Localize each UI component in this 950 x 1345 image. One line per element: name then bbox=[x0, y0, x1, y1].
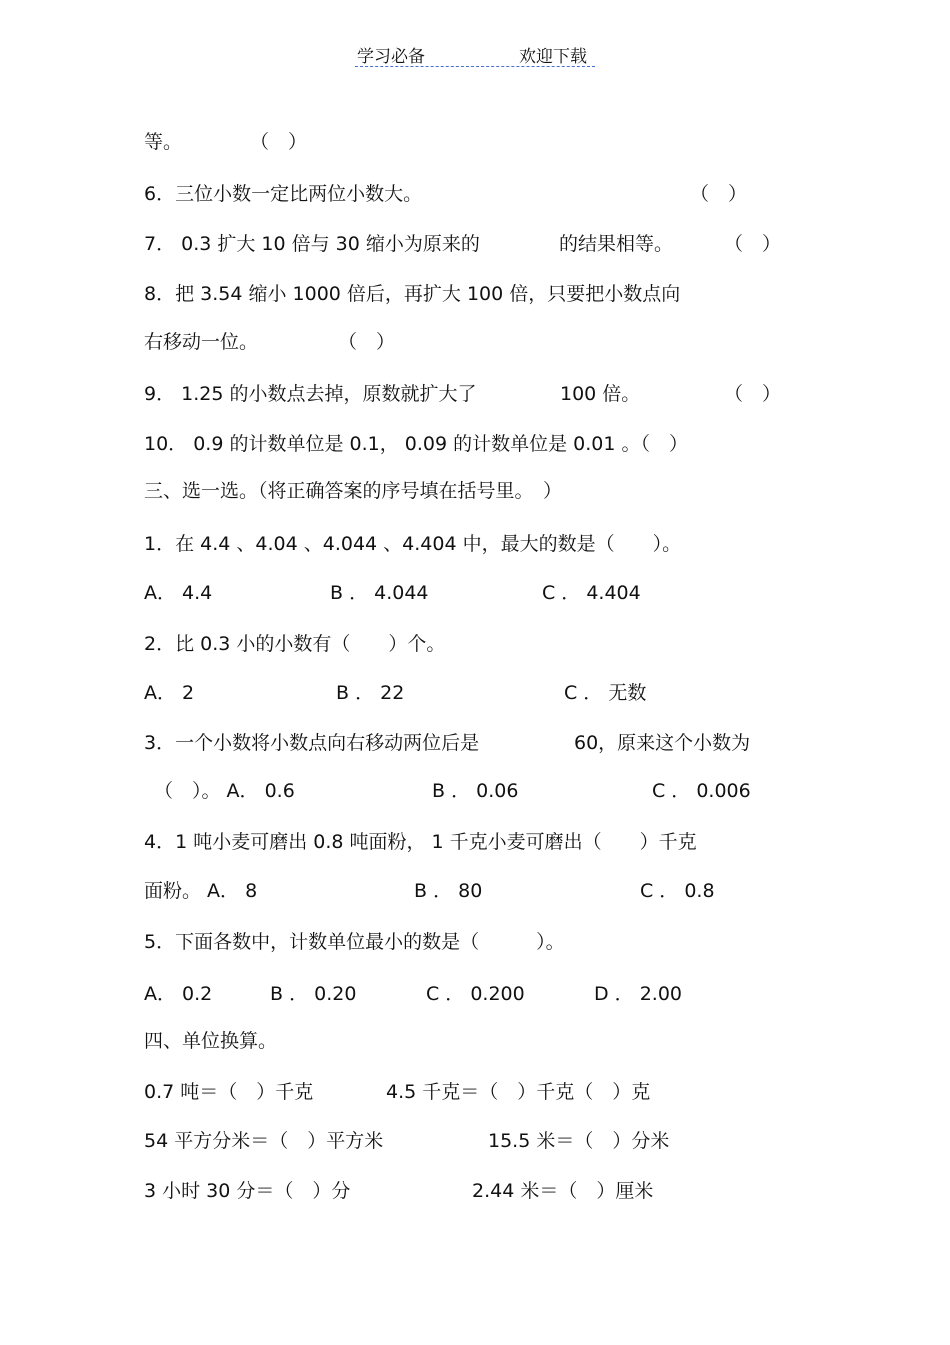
option-a: A． 2 bbox=[144, 682, 195, 704]
answer-blank: （ ） bbox=[724, 233, 782, 255]
text: 4.5 千克＝（ ）千克（ ）克 bbox=[386, 1081, 651, 1103]
option-a: A． 0.2 bbox=[144, 983, 213, 1005]
option-a: （ ）。 A． 0.6 bbox=[154, 780, 295, 802]
text: 的结果相等。 bbox=[559, 233, 674, 255]
option-c: C ． 4.404 bbox=[542, 582, 641, 604]
page-header bbox=[355, 40, 595, 67]
text: 四、单位换算。 bbox=[144, 1030, 278, 1052]
option-a: 面粉。 A． 8 bbox=[144, 880, 258, 902]
option-c: C ． 0.200 bbox=[426, 983, 525, 1005]
option-a: A． 4.4 bbox=[144, 582, 213, 604]
text: 6．三位小数一定比两位小数大。 bbox=[144, 183, 423, 205]
text: 10． 0.9 的计数单位是 0.1， 0.09 的计数单位是 0.01 。（ ） bbox=[144, 433, 688, 455]
text: 8．把 3.54 缩小 1000 倍后，再扩大 100 倍，只要把小数点向 bbox=[144, 283, 681, 305]
option-b: B ． 0.20 bbox=[270, 983, 357, 1005]
option-c: C ． 0.006 bbox=[652, 780, 751, 802]
answer-blank: （ ） bbox=[250, 131, 308, 153]
option-b: B ． 4.044 bbox=[330, 582, 429, 604]
header-right-text: 欢迎下载 bbox=[519, 47, 587, 67]
text: 54 平方分米＝（ ）平方米 bbox=[144, 1130, 384, 1152]
option-d: D ． 2.00 bbox=[594, 983, 683, 1005]
text: 100 倍。 bbox=[560, 383, 641, 405]
option-b: B ． 22 bbox=[336, 682, 405, 704]
option-c: C ． 0.8 bbox=[640, 880, 715, 902]
answer-blank: （ ） bbox=[724, 383, 782, 405]
text: 0.7 吨＝（ ）千克 bbox=[144, 1081, 314, 1103]
text: 2．比 0.3 小的小数有（ ）个。 bbox=[144, 633, 446, 655]
text: 右移动一位。 bbox=[144, 331, 259, 353]
header-left-text: 学习必备 bbox=[357, 47, 425, 67]
text: 2.44 米＝（ ）厘米 bbox=[472, 1180, 654, 1202]
option-b: B ． 0.06 bbox=[432, 780, 519, 802]
text: 9． 1.25 的小数点去掉，原数就扩大了 bbox=[144, 383, 477, 405]
text: 60，原来这个小数为 bbox=[574, 732, 751, 754]
answer-blank: （ ） bbox=[338, 331, 396, 353]
text: 3．一个小数将小数点向右移动两位后是 bbox=[144, 732, 480, 754]
text: 4．1 吨小麦可磨出 0.8 吨面粉， 1 千克小麦可磨出（ ）千克 bbox=[144, 831, 697, 853]
text: 1．在 4.4 、4.04 、4.044 、4.404 中，最大的数是（ ）。 bbox=[144, 533, 682, 555]
answer-blank: （ ） bbox=[690, 183, 748, 205]
option-b: B ． 80 bbox=[414, 880, 483, 902]
text: 3 小时 30 分＝（ ）分 bbox=[144, 1180, 351, 1202]
text: 7． 0.3 扩大 10 倍与 30 缩小为原来的 bbox=[144, 233, 480, 255]
text: 5．下面各数中，计数单位最小的数是（ ）。 bbox=[144, 931, 565, 953]
text: 等。 bbox=[144, 131, 183, 153]
option-c: C ． 无数 bbox=[564, 682, 647, 704]
text: 三、选一选。（将正确答案的序号填在括号里。 ） bbox=[144, 480, 563, 502]
text: 15.5 米＝（ ）分米 bbox=[488, 1130, 670, 1152]
